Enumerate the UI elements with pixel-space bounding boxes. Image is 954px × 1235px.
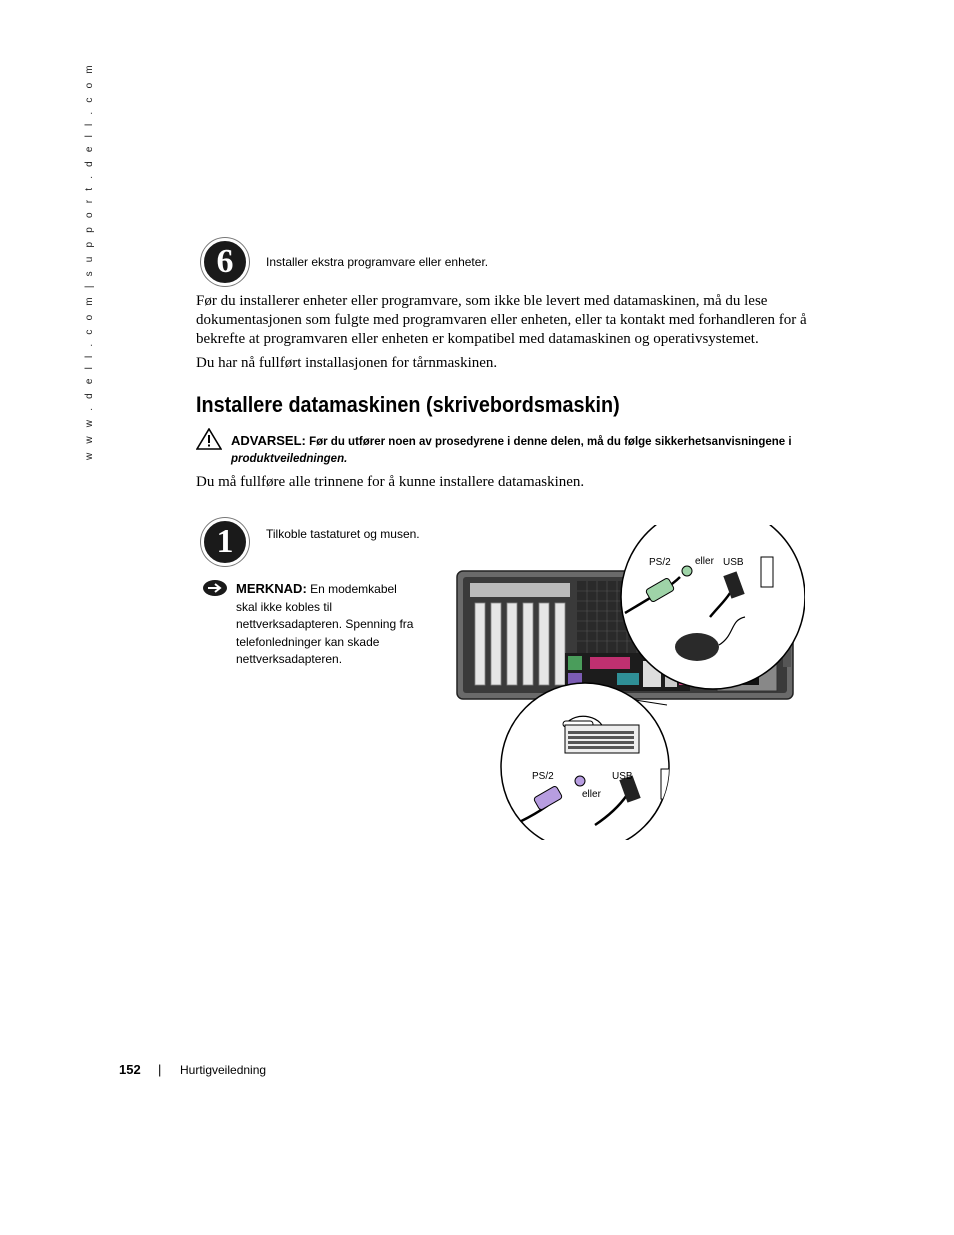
mouse-usb-label: USB bbox=[723, 557, 744, 568]
step-6-text: Installer ekstra programvare eller enheter. bbox=[266, 255, 489, 269]
keyboard-usb-label: USB bbox=[612, 771, 633, 782]
computer-back-illustration bbox=[455, 525, 805, 840]
note-label: MERKNAD: bbox=[236, 581, 307, 596]
paragraph-all-steps: Du må fullføre alle trinnene for å kunne installere datamaskinen. bbox=[196, 474, 585, 490]
note-icon bbox=[202, 579, 228, 597]
warning-label: ADVARSEL: bbox=[231, 433, 306, 448]
footer-separator: | bbox=[158, 1062, 162, 1077]
keyboard-ps2-label: PS/2 bbox=[532, 771, 554, 782]
page-number: 152 bbox=[119, 1062, 141, 1077]
footer-title: Hurtigveiledning bbox=[180, 1063, 267, 1077]
warning-icon bbox=[196, 428, 222, 450]
note-text: En modemkabel skal ikke kobles til nettverksadapteren. Spenning fra telefonledninger kan skade nettverksadapteren. bbox=[236, 582, 414, 666]
step-1-badge: 1 bbox=[201, 518, 249, 566]
step-6-badge: 6 bbox=[201, 238, 249, 286]
warning-block bbox=[231, 432, 831, 468]
keyboard-or-label: eller bbox=[582, 789, 601, 800]
note-block bbox=[236, 580, 416, 669]
mouse-or-label: eller bbox=[695, 556, 714, 567]
side-url: w w w . d e l l . c o m | s u p p o r t . d e l l . c o m bbox=[84, 62, 95, 460]
warning-link[interactable]: produktveiledningen. bbox=[231, 453, 348, 465]
warning-text: Før du utfører noen av prosedyrene i denne delen, må du følge sikkerhetsanvisningene i bbox=[309, 436, 792, 448]
section-heading: Installere datamaskinen (skrivebordsmaskin) bbox=[196, 392, 620, 417]
paragraph-complete: Du har nå fullført installasjonen for tårnmaskinen. bbox=[196, 355, 498, 371]
mouse-ps2-label: PS/2 bbox=[649, 557, 671, 568]
keyboard-callout bbox=[501, 683, 673, 840]
step-1-text: Tilkoble tastaturet og musen. bbox=[266, 527, 420, 541]
paragraph-devices: Før du installerer enheter eller programvare, som ikke ble levert med datamaskinen, må du lese dokumentasjonen som fulgte med programvaren eller enheten, eller ta kontakt med forhandleren for å bekrefte at programvaren eller enheten er kompatibel med datamaskinen og operativsystemet. bbox=[196, 293, 807, 347]
